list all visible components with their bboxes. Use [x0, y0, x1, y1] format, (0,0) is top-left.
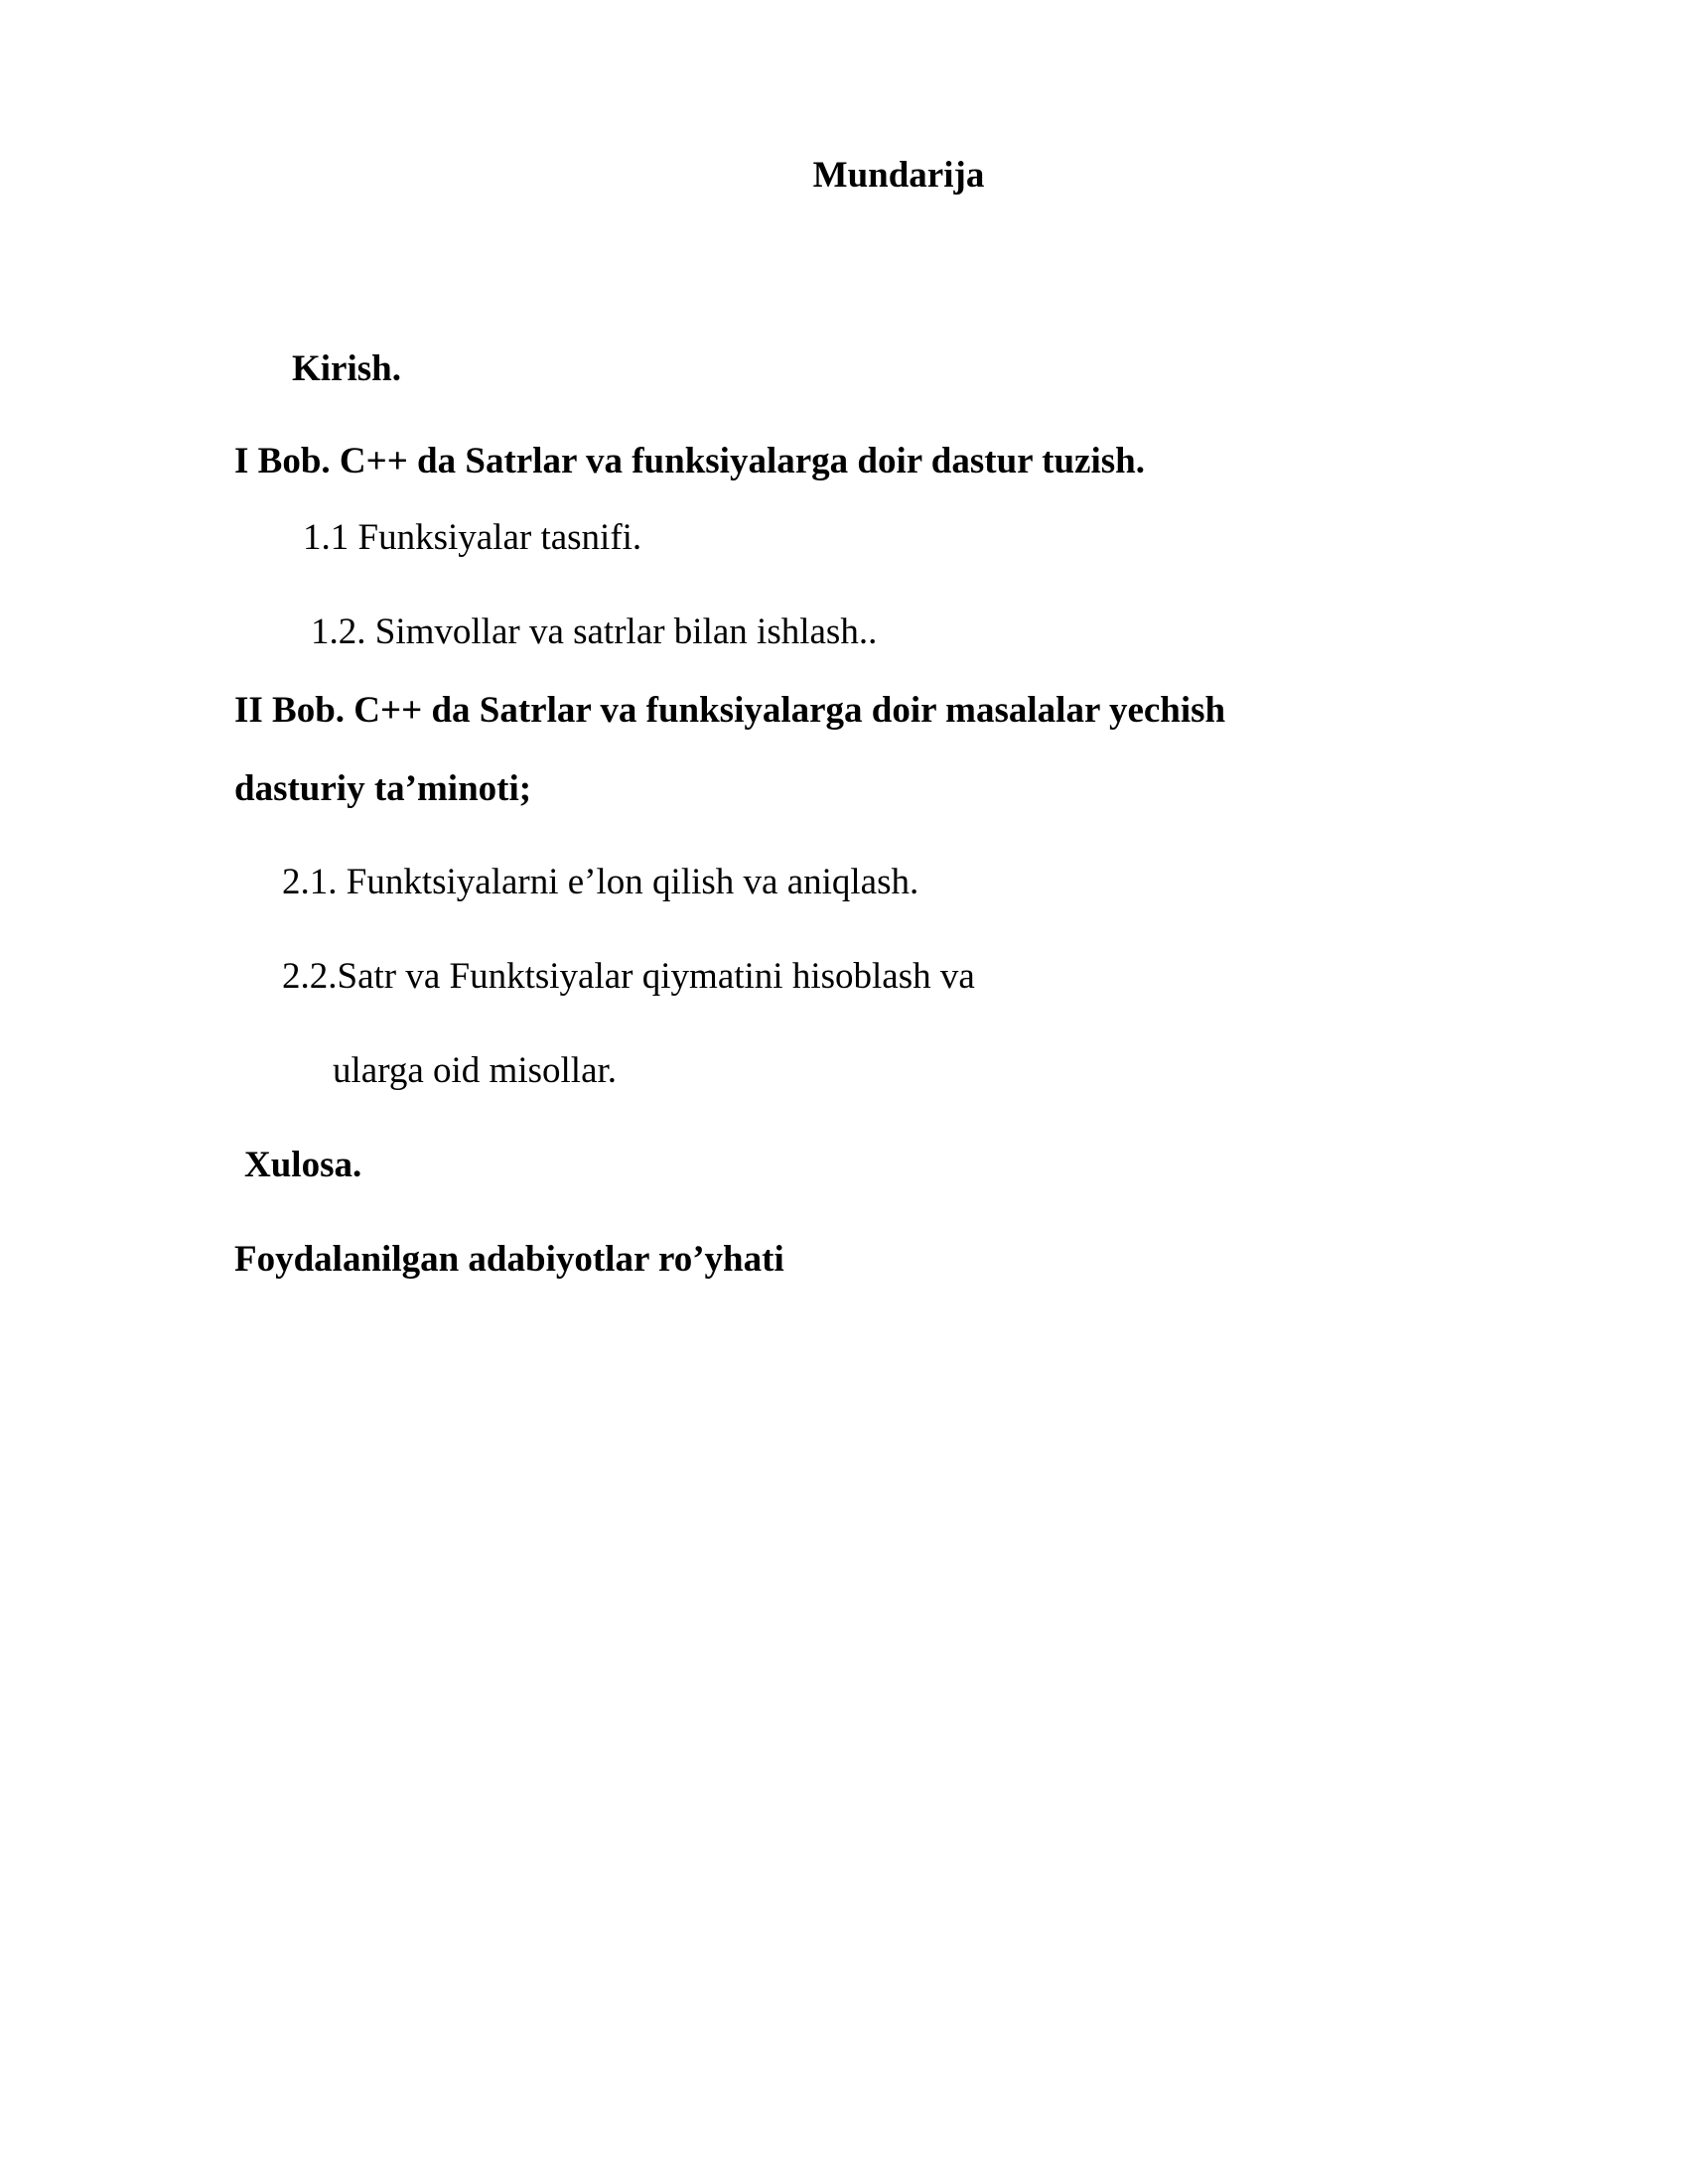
toc-entry-conclusion: Xulosa. — [244, 1145, 362, 1185]
toc-entry-chapter-2: II Bob. C++ da Satrlar va funksiyalarga doir masalalar yechish — [234, 690, 1226, 731]
page-title: Mundarija — [812, 155, 985, 196]
toc-entry-intro: Kirish. — [292, 348, 401, 389]
toc-entry-section-2-2-continued: ularga oid misollar. — [333, 1050, 618, 1091]
toc-entry-chapter-2-continued: dasturiy ta’minoti; — [234, 768, 532, 809]
toc-entry-section-1-2: 1.2. Simvollar va satrlar bilan ishlash.. — [311, 612, 878, 652]
toc-entry-section-2-2: 2.2.Satr va Funktsiyalar qiymatini hisoblash va — [282, 956, 975, 997]
toc-entry-section-1-1: 1.1 Funksiyalar tasnifi. — [303, 517, 642, 558]
toc-entry-references: Foydalanilgan adabiyotlar ro’yhati — [234, 1239, 784, 1280]
toc-entry-chapter-1: I Bob. C++ da Satrlar va funksiyalarga doir dastur tuzish. — [234, 441, 1145, 481]
toc-entry-section-2-1: 2.1. Funktsiyalarni e’lon qilish va aniqlash. — [282, 862, 919, 902]
